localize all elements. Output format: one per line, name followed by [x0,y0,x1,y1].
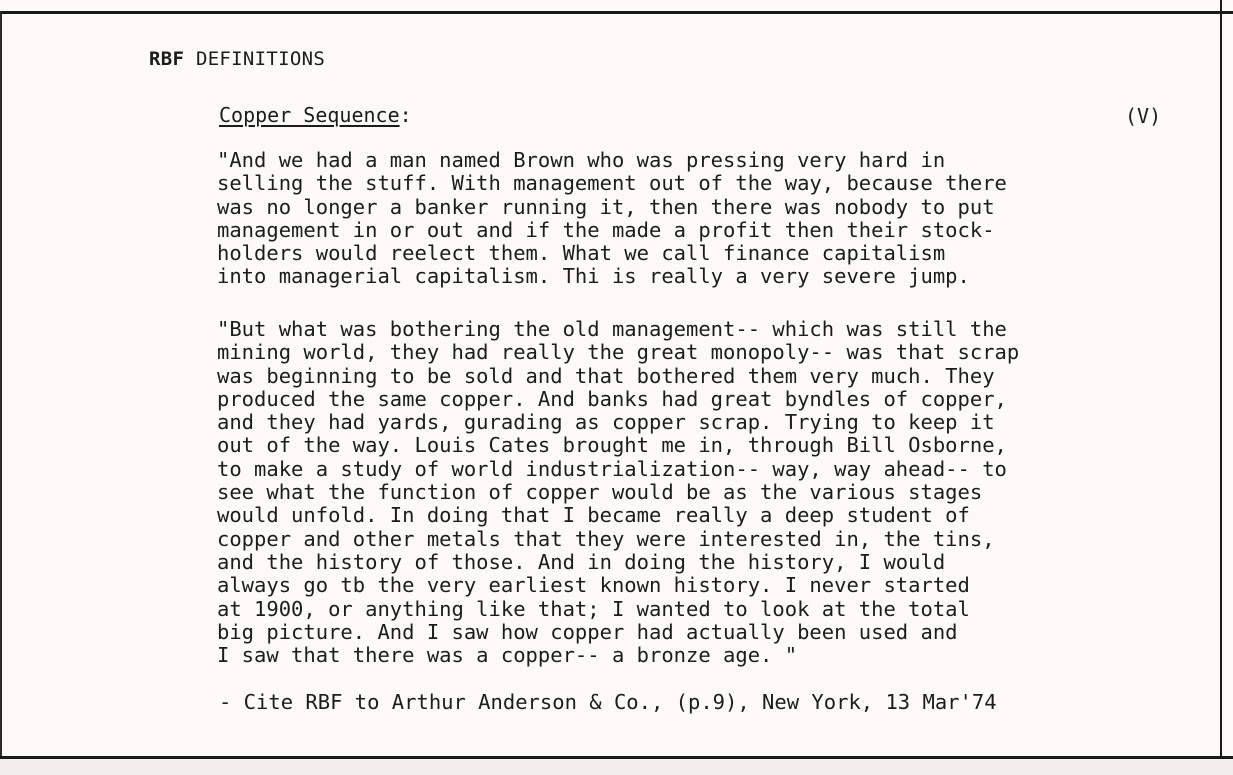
paragraph-line: "And we had a man named Brown who was pressing very hard in [217,148,946,172]
paragraph-line: and they had yards, gurading as copper scrap. Trying to keep it [217,410,995,435]
page-bottom-margin [0,759,1233,775]
paragraph-line: "But what was bothering the old management-- which was still the [217,317,1007,341]
paragraph-line: was no longer a banker running it, then there was nobody to put [217,194,995,219]
left-border-rule [0,11,2,761]
paragraph-line: management in or out and if the made a profit then their stock- [217,217,995,242]
paragraph-line: always go tb the very earliest known history. I never started [217,573,970,598]
term-label: Copper Sequence [219,103,400,127]
paragraph-line: I saw that there was a copper-- a bronze age. " [217,643,798,668]
paragraph-line: would unfold. In doing that I became really a deep student of [217,503,970,528]
header-lead: RBF [149,48,185,70]
paragraph-line: big picture. And I saw how copper had actually been used and [217,619,958,644]
quote-paragraph-1 [217,149,1217,289]
paragraph-line: copper and other metals that they were interested in, the tins, [217,526,995,551]
volume-marker: (V) [1125,104,1162,128]
paragraph-line: see what the function of copper would be as the various stages [217,480,983,505]
definition-term [219,103,412,127]
paragraph-line: selling the stuff. With management out of the way, because there [217,171,1007,196]
citation-line: - Cite RBF to Arthur Anderson & Co., (p.9), New York, 13 Mar'74 [219,690,997,714]
paragraph-line: produced the same copper. And banks had great byndles of copper, [217,386,1007,411]
paragraph-line: to make a study of world industrialization-- way, way ahead-- to [217,456,1007,481]
paragraph-line: mining world, they had really the great monopoly-- was that scrap [217,340,1020,365]
paragraph-line: out of the way. Louis Cates brought me in, through Bill Osborne, [217,433,1007,458]
document-header [149,48,325,70]
paragraph-line: holders would reelect them. What we call finance capitalism [217,241,946,266]
paragraph-line: at 1900, or anything like that; I wanted to look at the total [217,596,970,621]
paragraph-line: was beginning to be sold and that bothered them very much. They [217,363,995,388]
paragraph-line: into managerial capitalism. Thi is really a very severe jump. [217,264,970,289]
term-colon: : [399,103,412,127]
header-title: DEFINITIONS [184,48,326,70]
right-border-rule [1220,0,1222,775]
quote-paragraph-2 [217,318,1217,667]
top-border-rule [0,11,1233,14]
paragraph-line: and the history of those. And in doing the history, I would [217,549,946,574]
